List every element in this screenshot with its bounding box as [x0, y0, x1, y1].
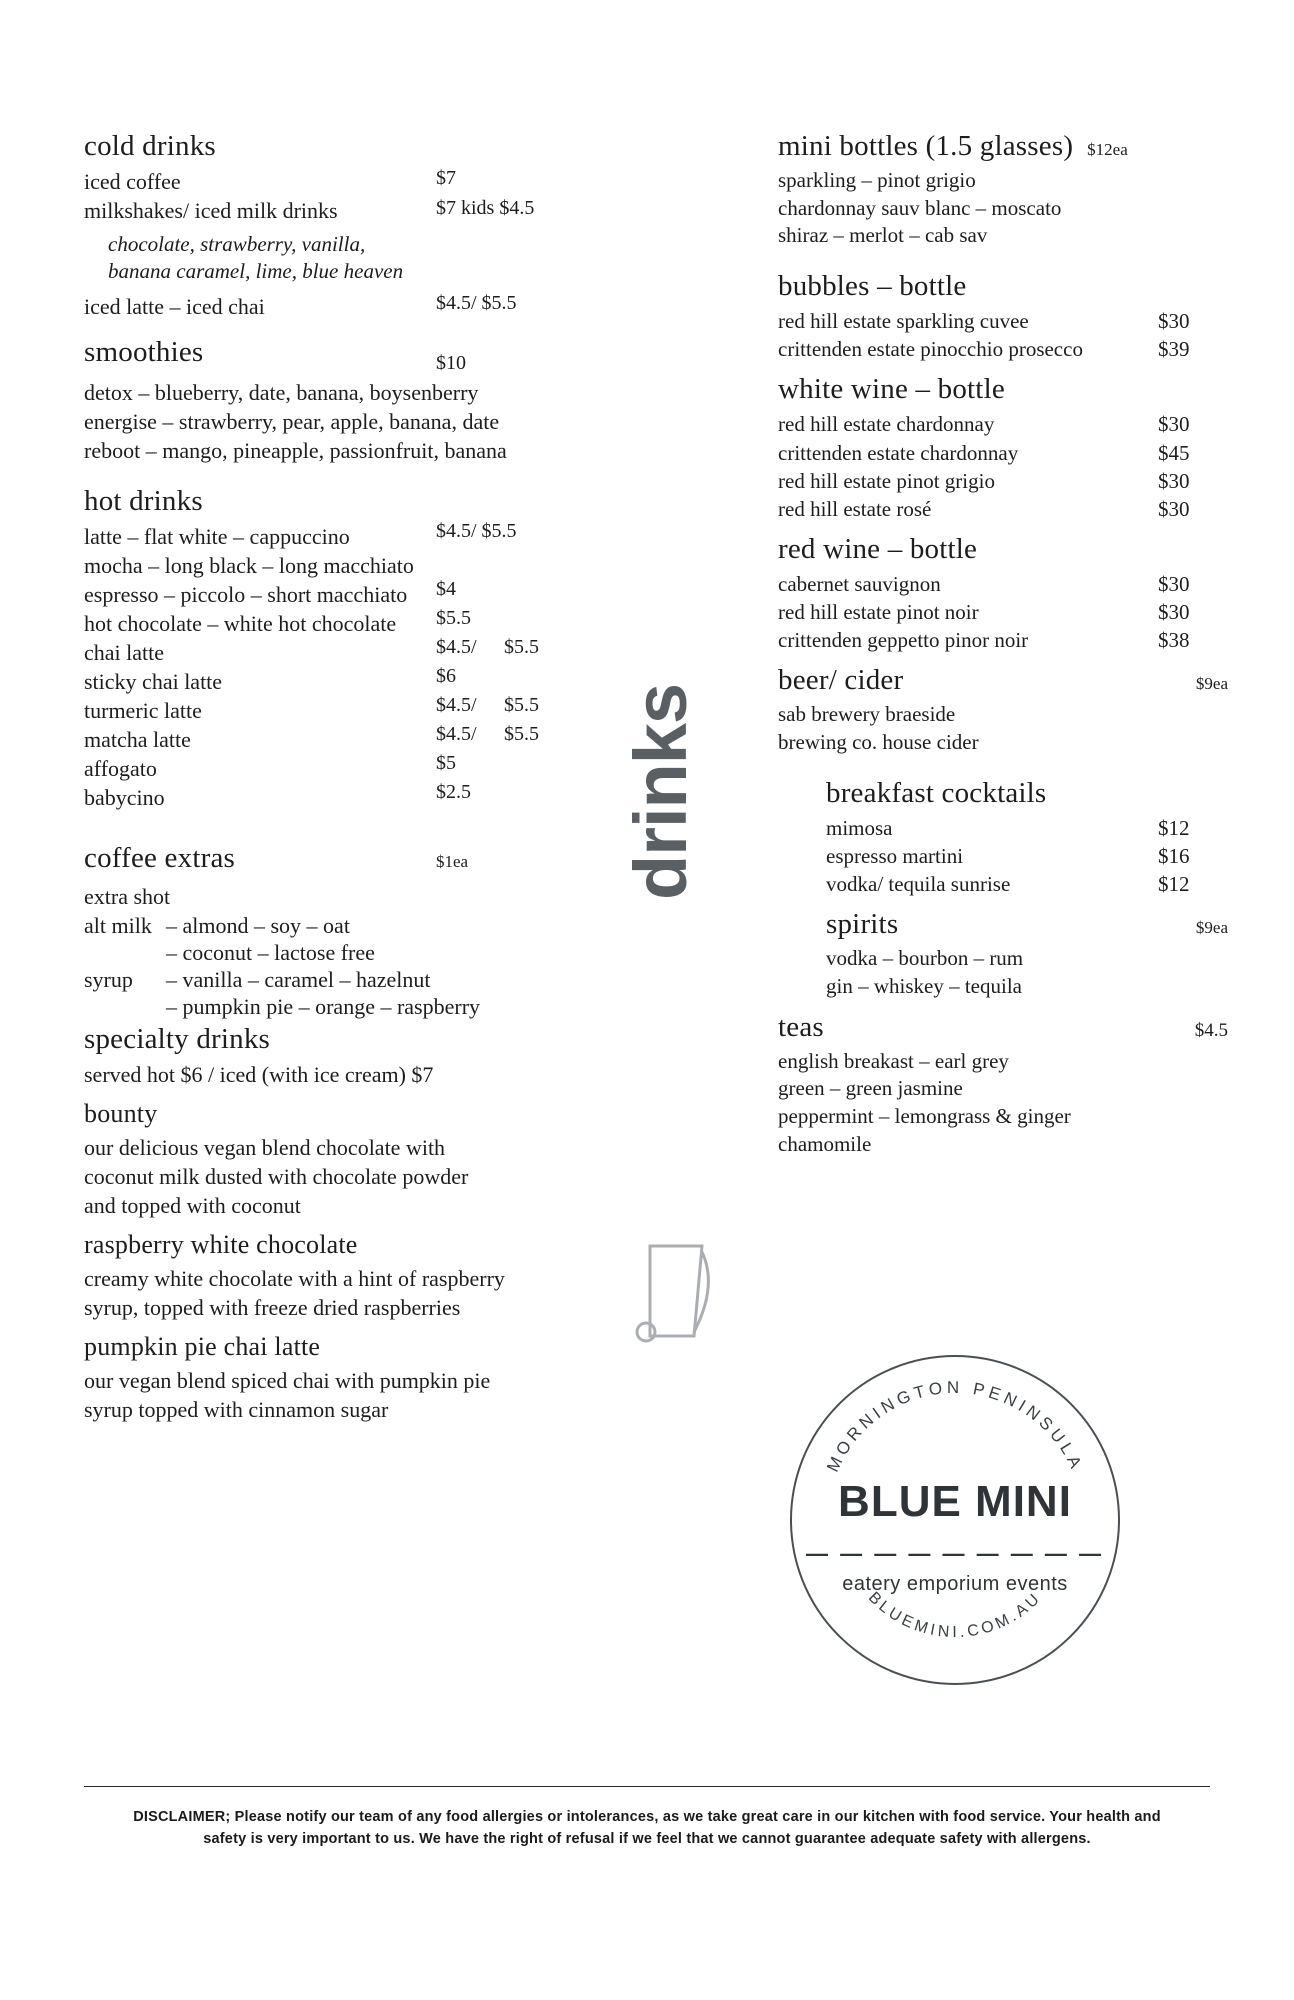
- specialty-raspberry-desc-1: creamy white chocolate with a hint of raspberry: [84, 1265, 505, 1291]
- section-title-red-wine: red wine – bottle: [778, 532, 978, 565]
- section-title-bubbles: bubbles – bottle: [778, 270, 967, 303]
- bubbles-item-2: crittenden estate pinocchio prosecco: [778, 337, 1083, 362]
- spirits-header: [826, 908, 1228, 945]
- white-wine-item-2: crittenden estate chardonnay: [778, 440, 1019, 465]
- menu-item-turmeric-latte: turmeric latte: [84, 697, 202, 723]
- smoothie-energise: energise – strawberry, pear, apple, banana, date: [84, 408, 500, 434]
- price-chai-latte: $4.5/: [436, 635, 477, 658]
- bubbles-item-1: red hill estate sparkling cuvee: [778, 309, 1029, 334]
- teas-line-2: green – green jasmine: [778, 1076, 963, 1101]
- beer-cider-line-1: sab brewery braeside: [778, 702, 956, 727]
- wine-row: [778, 439, 1228, 467]
- mini-bottles-line-3: shiraz – merlot – cab sav: [778, 223, 988, 248]
- menu-item-iced-coffee: iced coffee: [84, 169, 181, 194]
- cocktail-item-1: mimosa: [826, 815, 893, 840]
- wine-row: [778, 307, 1228, 335]
- smoothie-detox: detox – blueberry, date, banana, boysenberry: [84, 379, 479, 405]
- cocktail-item-2: espresso martini: [826, 843, 964, 868]
- wine-row: [778, 495, 1228, 523]
- spirits-line-1: vodka – bourbon – rum: [826, 946, 1024, 971]
- price-babycino: $2.5: [436, 780, 471, 803]
- specialty-pumpkin-desc-1: our vegan blend spiced chai with pumpkin pie: [84, 1367, 491, 1393]
- specialty-item-pumpkin-pie-chai-latte-title: pumpkin pie chai latte: [84, 1331, 321, 1361]
- teas-line-1: english breakast – earl grey: [778, 1048, 1009, 1073]
- price2-matcha-latte: $5.5: [504, 722, 539, 745]
- logo-arc-bottom: BLUEMINI.COM.AU: [864, 1588, 1046, 1642]
- specialty-raspberry-desc-2: syrup, topped with freeze dried raspberries: [84, 1294, 461, 1320]
- cocktail-price-2: $16: [1158, 843, 1190, 868]
- coffee-extras-value-alt-milk-2: – coconut – lactose free: [166, 939, 375, 965]
- teas-header: [778, 1011, 1228, 1048]
- price-matcha-latte: $4.5/: [436, 722, 477, 745]
- flavours-line-2: banana caramel, lime, blue heaven: [108, 259, 404, 284]
- white-wine-item-4: red hill estate rosé: [778, 496, 932, 521]
- cocktail-row: [826, 814, 1228, 842]
- specialty-pumpkin-desc-2: syrup topped with cinnamon sugar: [84, 1396, 389, 1422]
- specialty-item-raspberry-white-chocolate-title: raspberry white chocolate: [84, 1229, 358, 1259]
- section-title-cold-drinks: cold drinks: [84, 130, 216, 162]
- menu-item-babycino: babycino: [84, 784, 165, 810]
- white-wine-item-3: red hill estate pinot grigio: [778, 468, 995, 493]
- bubbles-price-2: $39: [1158, 337, 1190, 362]
- left-column: [84, 130, 684, 1424]
- wine-row: [778, 598, 1228, 626]
- section-title-white-wine: white wine – bottle: [778, 373, 1005, 406]
- price-mini-bottles: $12ea: [1087, 140, 1128, 159]
- red-wine-price-3: $38: [1158, 628, 1190, 653]
- teas-line-3: peppermint – lemongrass & ginger: [778, 1103, 1071, 1128]
- menu-item-latte: latte – flat white – cappuccino: [84, 523, 350, 549]
- price-latte: $4.5/ $5.5: [436, 519, 517, 542]
- specialty-bounty-desc-2: coconut milk dusted with chocolate powder: [84, 1163, 469, 1189]
- coffee-cup-icon: [632, 1228, 732, 1348]
- wine-row: [778, 626, 1228, 654]
- right-column: [778, 130, 1228, 1158]
- price2-turmeric-latte: $5.5: [504, 693, 539, 716]
- price-coffee-extras: $1ea: [436, 851, 469, 871]
- price2-chai-latte: $5.5: [504, 635, 539, 658]
- smoothies-header: [84, 336, 684, 378]
- price-beer-cider: $9ea: [1195, 674, 1228, 694]
- section-title-hot-drinks: hot drinks: [84, 484, 203, 517]
- coffee-extras-table: [84, 911, 684, 1023]
- mini-bottles-line-1: sparkling – pinot grigio: [778, 168, 976, 192]
- bubbles-price-1: $30: [1158, 309, 1190, 334]
- hot-drinks-list: [84, 519, 684, 842]
- coffee-extras-label-alt-milk: alt milk: [84, 912, 152, 938]
- price-milkshakes: $7 kids $4.5: [436, 197, 535, 219]
- cocktail-price-1: $12: [1158, 815, 1190, 840]
- coffee-extra-extra-shot: extra shot: [84, 883, 171, 909]
- price-affogato: $5: [436, 751, 456, 774]
- spirits-line-2: gin – whiskey – tequila: [826, 973, 1022, 998]
- cold-drinks-list: [84, 167, 684, 231]
- red-wine-item-1: cabernet sauvignon: [778, 571, 941, 596]
- coffee-extras-header: [84, 842, 684, 882]
- menu-item-affogato: affogato: [84, 755, 157, 781]
- price-hot-chocolate: $5.5: [436, 606, 471, 629]
- price-espresso: $4: [436, 577, 456, 600]
- red-wine-price-1: $30: [1158, 571, 1190, 596]
- cocktail-price-3: $12: [1158, 871, 1190, 896]
- menu-item-espresso: espresso – piccolo – short macchiato: [84, 581, 408, 607]
- cocktail-row: [826, 870, 1228, 898]
- white-wine-price-3: $30: [1158, 468, 1190, 493]
- red-wine-item-3: crittenden geppetto pinor noir: [778, 628, 1029, 653]
- red-wine-item-2: red hill estate pinot noir: [778, 600, 979, 625]
- brand-logo: [790, 1355, 1120, 1685]
- logo-arc-top: MORNINGTON PENINSULA: [823, 1377, 1087, 1475]
- cocktail-item-3: vodka/ tequila sunrise: [826, 871, 1011, 896]
- beer-cider-line-2: brewing co. house cider: [778, 730, 979, 754]
- section-title-teas: teas: [778, 1010, 824, 1043]
- menu-item-matcha-latte: matcha latte: [84, 726, 191, 752]
- iced-latte-row: [84, 292, 684, 328]
- disclaimer-text: DISCLAIMER; Please notify our team of any food allergies or intolerances, as we take great care in our kitchen with food service. Your health and safety is very important to us. We have the right of refusal if we feel that we cannot guarantee adequate safety with allergens.: [133, 1809, 1161, 1848]
- logo-tagline: eatery emporium events: [842, 1573, 1068, 1595]
- coffee-extras-value-alt-milk-1: – almond – soy – oat: [166, 912, 350, 938]
- specialty-bounty-desc-1: our delicious vegan blend chocolate with: [84, 1134, 446, 1160]
- white-wine-price-2: $45: [1158, 440, 1190, 465]
- coffee-extras-label-syrup: syrup: [84, 966, 133, 992]
- beer-cider-header: [778, 664, 1228, 701]
- section-title-mini-bottles: mini bottles (1.5 glasses): [778, 130, 1074, 162]
- mini-bottles-header: [778, 130, 1228, 167]
- price-turmeric-latte: $4.5/: [436, 693, 477, 716]
- wine-row: [778, 410, 1228, 438]
- menu-item-hot-chocolate: hot chocolate – white hot chocolate: [84, 610, 397, 636]
- menu-item-sticky-chai: sticky chai latte: [84, 668, 223, 694]
- smoothie-reboot: reboot – mango, pineapple, passionfruit, banana: [84, 437, 507, 463]
- white-wine-price-4: $30: [1158, 496, 1190, 521]
- specialty-subtitle: served hot $6 / iced (with ice cream) $7: [84, 1061, 434, 1087]
- section-title-specialty-drinks: specialty drinks: [84, 1022, 271, 1055]
- price-spirits: $9ea: [1195, 918, 1228, 938]
- teas-line-4: chamomile: [778, 1131, 872, 1156]
- logo-brand-name: BLUE MINI: [838, 1477, 1072, 1526]
- section-title-beer-cider: beer/ cider: [778, 664, 904, 697]
- price-teas: $4.5: [1194, 1019, 1228, 1041]
- vertical-drinks-label: drinks: [619, 683, 702, 900]
- white-wine-item-1: red hill estate chardonnay: [778, 412, 995, 437]
- cocktail-row: [826, 842, 1228, 870]
- menu-item-milkshakes: milkshakes/ iced milk drinks: [84, 198, 338, 224]
- flavours-line-1: chocolate, strawberry, vanilla,: [108, 232, 366, 256]
- menu-item-chai-latte: chai latte: [84, 639, 165, 665]
- logo-divider: — — — — — — — — —: [806, 1541, 1104, 1566]
- coffee-extras-value-syrup-2: – pumpkin pie – orange – raspberry: [166, 993, 481, 1019]
- specialty-bounty-desc-3: and topped with coconut: [84, 1192, 301, 1218]
- svg-text:MORNINGTON PENINSULA: [823, 1378, 1087, 1475]
- wine-row: [778, 467, 1228, 495]
- section-title-breakfast-cocktails: breakfast cocktails: [826, 776, 1047, 809]
- price-iced-latte: $4.5/ $5.5: [436, 291, 517, 314]
- breakfast-cocktails-block: [778, 777, 1228, 1001]
- footer-divider: [84, 1786, 1210, 1787]
- red-wine-price-2: $30: [1158, 600, 1190, 625]
- svg-text:BLUEMINI.COM.AU: [865, 1589, 1045, 1641]
- white-wine-price-1: $30: [1158, 412, 1190, 437]
- coffee-extras-value-syrup-1: – vanilla – caramel – hazelnut: [166, 966, 431, 992]
- wine-row: [778, 570, 1228, 598]
- price-smoothies: $10: [436, 351, 466, 374]
- mini-bottles-line-2: chardonnay sauv blanc – moscato: [778, 195, 1062, 220]
- menu-item-mocha: mocha – long black – long macchiato: [84, 552, 414, 578]
- section-title-coffee-extras: coffee extras: [84, 841, 235, 874]
- specialty-item-bounty-title: bounty: [84, 1098, 158, 1128]
- section-title-spirits: spirits: [826, 908, 899, 941]
- menu-item-iced-latte: iced latte – iced chai: [84, 293, 265, 319]
- wine-row: [778, 335, 1228, 363]
- price-iced-coffee: $7: [436, 167, 456, 189]
- section-title-smoothies: smoothies: [84, 335, 204, 368]
- price-sticky-chai: $6: [436, 664, 456, 687]
